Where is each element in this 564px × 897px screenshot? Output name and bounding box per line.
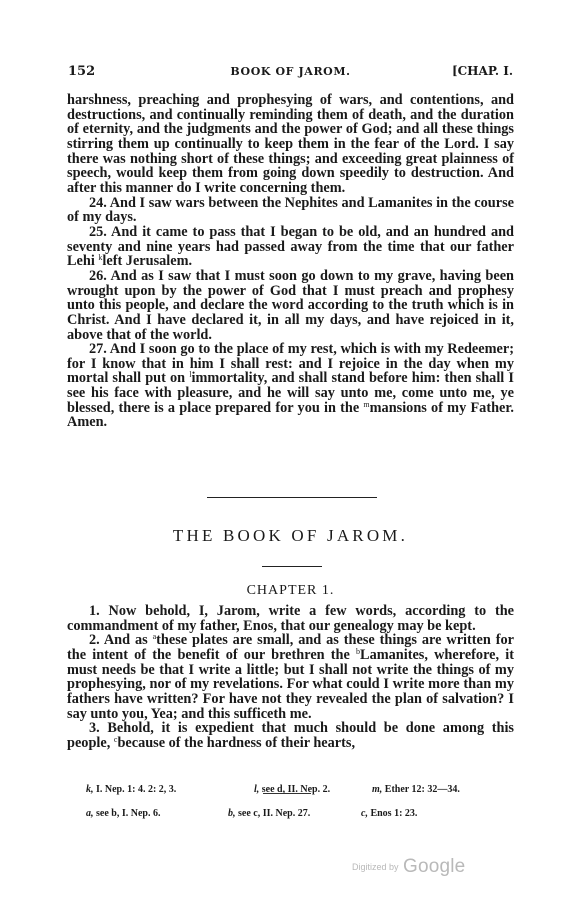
watermark-prefix: Digitized by bbox=[352, 862, 399, 872]
title-divider bbox=[262, 566, 322, 567]
footnote-m: m, Ether 12: 32—34. bbox=[372, 784, 460, 795]
verse-27: 27. And I soon go to the place of my rest, which is with my Redeemer; for I know that in him I shall rest: and I rejoice in the day when my mortal shall put on $^l$immortality, and shall stand before him: then shall I see his face with pleasure, and he will say unto me, come unto me, ye blessed, there is a place prepared for you in the $^m$mansions of my Father. Amen. bbox=[67, 341, 514, 431]
footnote-c: c, Enos 1: 23. bbox=[361, 808, 418, 819]
enos-continued-text bbox=[67, 93, 514, 430]
continued-paragraph: harshness, preaching and prophesying of wars, and contentions, and destructions, and continually reminding them of death, and the duration of eternity, and the judgments and the power of God; and all these things stirring them up continually to keep them in the fear of the Lord. I say there was nothing short of these things; and exceeding great plainness of speech, would keep them from going down speedily to destruction. And after this manner do I write concerning them. bbox=[67, 92, 514, 196]
footnote-a: a, see b, I. Nep. 6. bbox=[86, 808, 161, 819]
footnote-marker-c: c bbox=[113, 734, 118, 744]
running-title: BOOK OF JAROM. bbox=[230, 65, 351, 78]
footnotes bbox=[78, 784, 498, 828]
footnote-marker-m: m bbox=[363, 399, 370, 409]
verse-3: 3. Behold, it is expedient that much should be done among this people, $^c$because of the hardness of their hearts, bbox=[67, 720, 514, 751]
footnote-row bbox=[78, 808, 498, 828]
footnote-marker-k: k bbox=[98, 253, 103, 263]
chapter-reference: [CHAP. I. bbox=[451, 64, 513, 78]
verse-24: 24. And I saw wars between the Nephites and Lamanites in the course of my days. bbox=[67, 194, 514, 226]
verse-2: 2. And as $^a$these plates are small, and as these things are written for the intent of the benefit of our brethren the $^b$Lamanites, wherefore, it must needs be that I write a little; but I shall not write the things of my prophesying, nor of my revelations. For what could I write more than my fathers have written? For have not they revealed the plan of salvation? I say unto you, Yea; and this sufficeth me. bbox=[67, 632, 514, 722]
footnote-row bbox=[78, 784, 498, 804]
footnote-b: b, see c, II. Nep. 27. bbox=[228, 808, 311, 819]
section-divider bbox=[207, 497, 377, 498]
verse-26: 26. And as I saw that I must soon go down to my grave, having been wrought upon by the power of God that I must preach and prophesy unto this people, and declare the word according to the truth which is in Christ. And I have declared it, in all my days, and have rejoiced in it, above that of the world. bbox=[67, 267, 514, 343]
footnote-marker-l: l bbox=[189, 370, 192, 380]
chapter-heading: CHAPTER 1. bbox=[246, 583, 335, 598]
book-title: THE BOOK OF JAROM. bbox=[172, 526, 409, 545]
footnote-marker-b: b bbox=[356, 646, 361, 656]
footnote-marker-a: a bbox=[152, 632, 157, 642]
digitizer-watermark bbox=[352, 856, 465, 878]
footnote-k: k, I. Nep. 1: 4. 2: 2, 3. bbox=[86, 784, 177, 795]
google-logo: Google bbox=[402, 856, 466, 877]
jarom-chapter-text bbox=[67, 604, 514, 751]
page-number: 152 bbox=[68, 64, 96, 79]
verse-25: 25. And it came to pass that I began to be old, and an hundred and seventy and nine years had passed away from the time that our father Lehi $^k$left Jerusalem. bbox=[67, 223, 514, 270]
footnote-divider bbox=[263, 793, 311, 794]
running-header bbox=[68, 64, 513, 82]
verse-1: 1. Now behold, I, Jarom, write a few words, according to the commandment of my father, Enos, that our genealogy may be kept. bbox=[67, 603, 514, 634]
footnote-l: l, see d, II. Nep. 2. bbox=[254, 784, 331, 795]
